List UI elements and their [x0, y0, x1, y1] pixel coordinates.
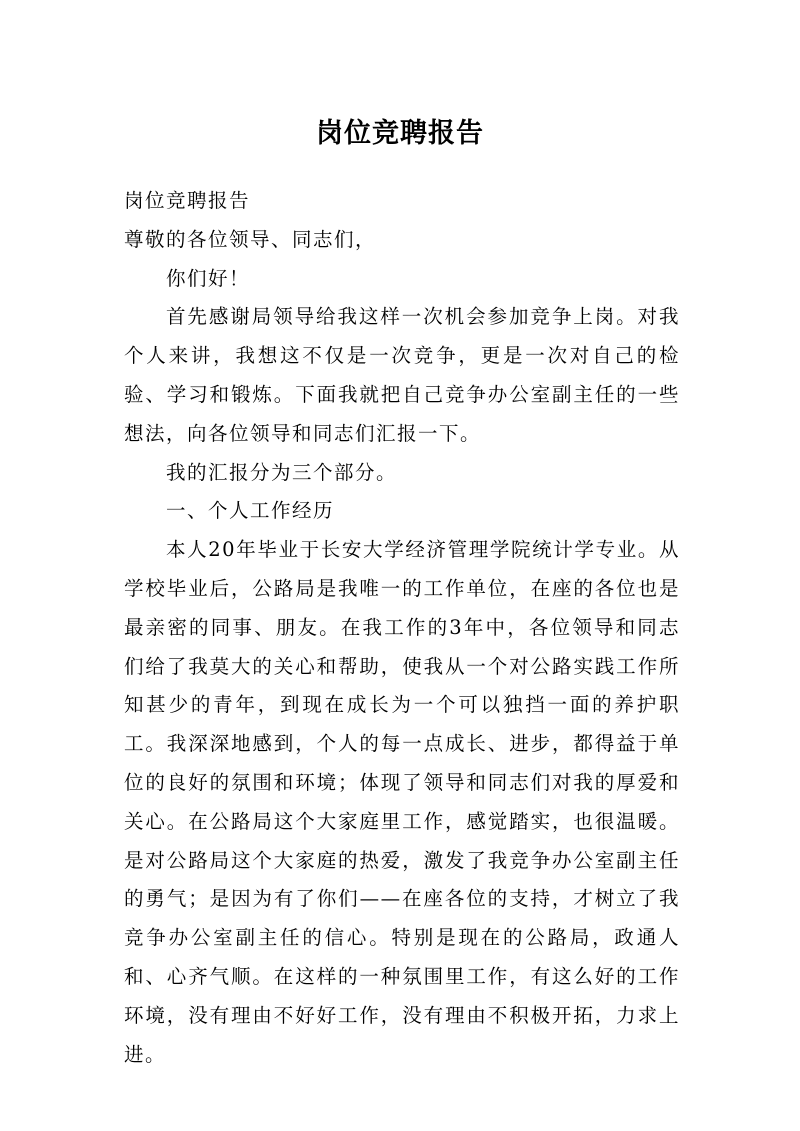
document-title: 岗位竞聘报告 — [316, 118, 484, 150]
paragraph-intro: 首先感谢局领导给我这样一次机会参加竞争上岗。对我个人来讲，我想这不仅是一次竞争，更是一次对自己的检验、学习和锻炼。下面我就把自己竞争办公室副主任的一些想法，向各位领导和同志们汇报一下。 — [124, 305, 680, 445]
section-heading: 一、个人工作经历 — [166, 499, 335, 523]
salutation: 尊敬的各位领导、同志们， — [124, 227, 377, 251]
paragraph-experience: 本人20年毕业于长安大学经济管理学院统计学专业。从学校毕业后，公路局是我唯一的工作单位，在座的各位也是最亲密的同事、朋友。在我工作的3年中，各位领导和同志们给了我莫大的关心和帮助，使我从一个对公路实践工作所知甚少的青年，到现在成长为一个可以独挡一面的养护职工。我深深地感到，个人的每一点成长、进步，都得益于单位的良好的氛围和环境；体现了领导和同志们对我的厚爱和关心。在公路局这个大家庭里工作，感觉踏实，也很温暖。是对公路局这个大家庭的热爱，激发了我竞争办公室副主任的勇气；是因为有了你们——在座各位的支持，才树立了我竞争办公室副主任的信心。特别是现在的公路局，政通人和、心齐气顺。在这样的一种氛围里工作，有这么好的工作环境，没有理由不好好工作，没有理由不积极开拓，力求上进。 — [124, 538, 680, 1066]
greeting: 你们好！ — [166, 266, 251, 290]
document-body — [124, 182, 680, 1074]
paragraph-outline: 我的汇报分为三个部分。 — [166, 460, 398, 484]
heading-line: 岗位竞聘报告 — [124, 189, 251, 212]
